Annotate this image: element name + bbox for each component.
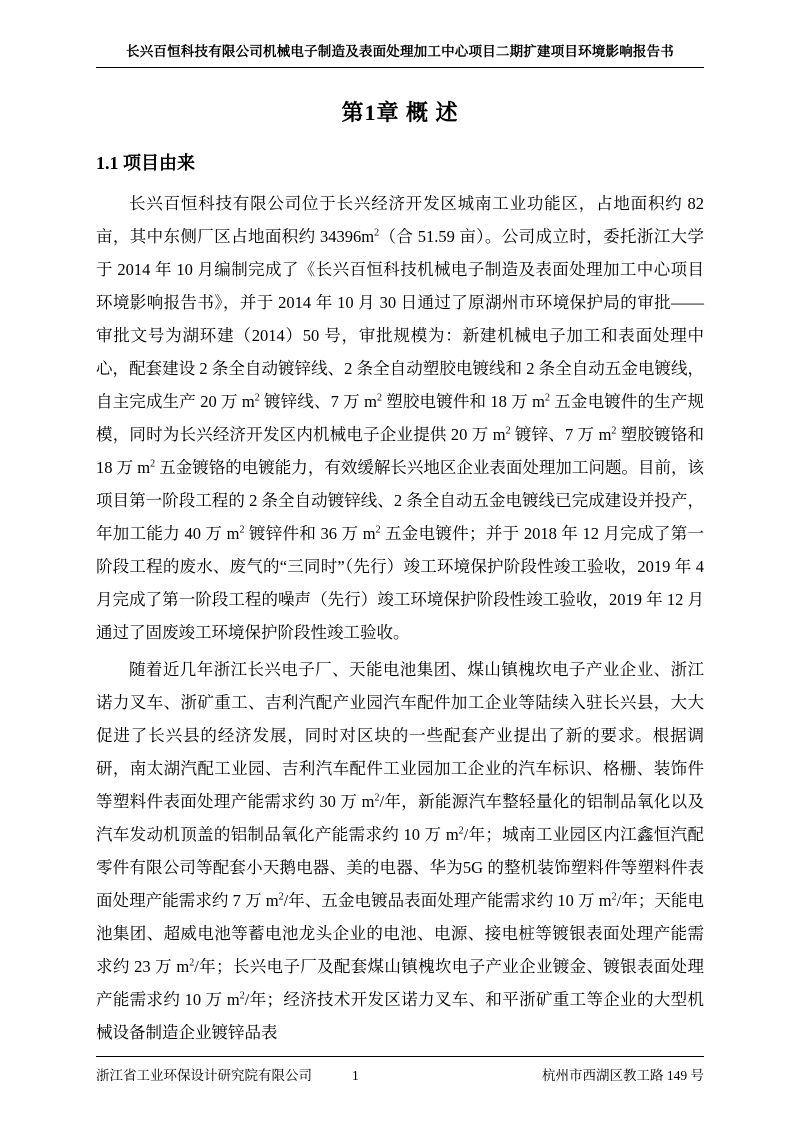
paragraph-project-background: 长兴百恒科技有限公司位于长兴经济开发区城南工业功能区，占地面积约 82 亩，其中东侧厂区占地面积约 $34396m^2$（合 51.59 亩）。公司成立时，委托浙江大学于 2014 年 10 月编制完成了《长兴百恒科技机械电子制造及表面处理加工中心项目环境影响报告书》，并于 2014 年 10 月 30 日通过了原湖州市环境保护局的审批——审批文号为湖环建（2014）50 号，审批规模为：新建机械电子加工和表面处理中心，配套建设 2 条全自动镀锌线、2 条全自动塑胶电镀线和 2 条全自动五金电镀线，自主完成生产 20 万 $m^2$ 镀锌线、7 万 $m^2$ 塑胶电镀件和 18 万 $m^2$ 五金电镀件的生产规模，同时为长兴经济开发区内机械电子企业提供 20 万 $m^2$ 镀锌、7 万 $m^2$ 塑胶镀铬和 18 万 $m^2$ 五金镀铬的电镀能力，有效缓解长兴地区企业表面处理加工问题。目前，该项目第一阶段工程的 2 条全自动镀锌线、2 条全自动五金电镀线已完成建设并投产，年加工能力 40 万 $m^2$ 镀锌件和 36 万 $m^2$ 五金电镀件；并于 2018 年 12 月完成了第一阶段工程的废水、废气的“三同时”（先行）竣工环境保护阶段性竣工验收，2019 年 4 月完成了第一阶段工程的噪声（先行）竣工环境保护阶段性竣工验收，2019 年 12 月通过了固废竣工环境保护阶段性竣工验收。 (96, 194, 705, 642)
page-header: 长兴百恒科技有限公司机械电子制造及表面处理加工中心项目二期扩建项目环境影响报告书 (96, 40, 704, 68)
paragraph-demand-analysis: 随着近几年浙江长兴电子厂、天能电池集团、煤山镇槐坎电子产业企业、浙江诺力叉车、浙矿重工、吉利汽配产业园汽车配件加工企业等陆续入驻长兴县，大大促进了长兴县的经济发展，同时对区块的一些配套产业提出了新的要求。根据调研，南太湖汽配工业园、吉利汽车配件工业园加工企业的汽车标识、格栅、装饰件等塑料件表面处理产能需求约 30 万 $m^2/$年，新能源汽车整轻量化的铝制品氧化以及汽车发动机顶盖的铝制品氧化产能需求约 10 万 $m^2/$年；城南工业园区内江鑫恒汽配零件有限公司等配套小天鹅电器、美的电器、华为5G 的整机装饰塑料件等塑料件表面处理产能需求约 7 万 $m^2/$年、五金电镀品表面处理产能需求约 10 万 $m^2/$年；天能电池集团、超威电池等蓄电池龙头企业的电池、电源、接电桩等镀银表面处理产能需求约 23 万 $m^2/$年；长兴电子厂及配套煤山镇槐坎电子产业企业镀金、镀银表面处理产能需求约 10 万 $m^2/$年；经济技术开发区诺力叉车、和平浙矿重工等企业的大型机械设备制造企业镀锌品表 (96, 660, 704, 1042)
chapter-title: 第1章 概 述 (341, 100, 459, 125)
page-footer (96, 1056, 704, 1084)
footer-address: 杭州市西湖区教工路 149 号 (542, 1068, 704, 1083)
section-heading: 1.1 项目由来 (96, 153, 195, 173)
page-content (96, 40, 704, 1092)
footer-page-number: 1 (352, 1068, 359, 1083)
footer-company: 浙江省工业环保设计研究院有限公司 (96, 1068, 312, 1083)
